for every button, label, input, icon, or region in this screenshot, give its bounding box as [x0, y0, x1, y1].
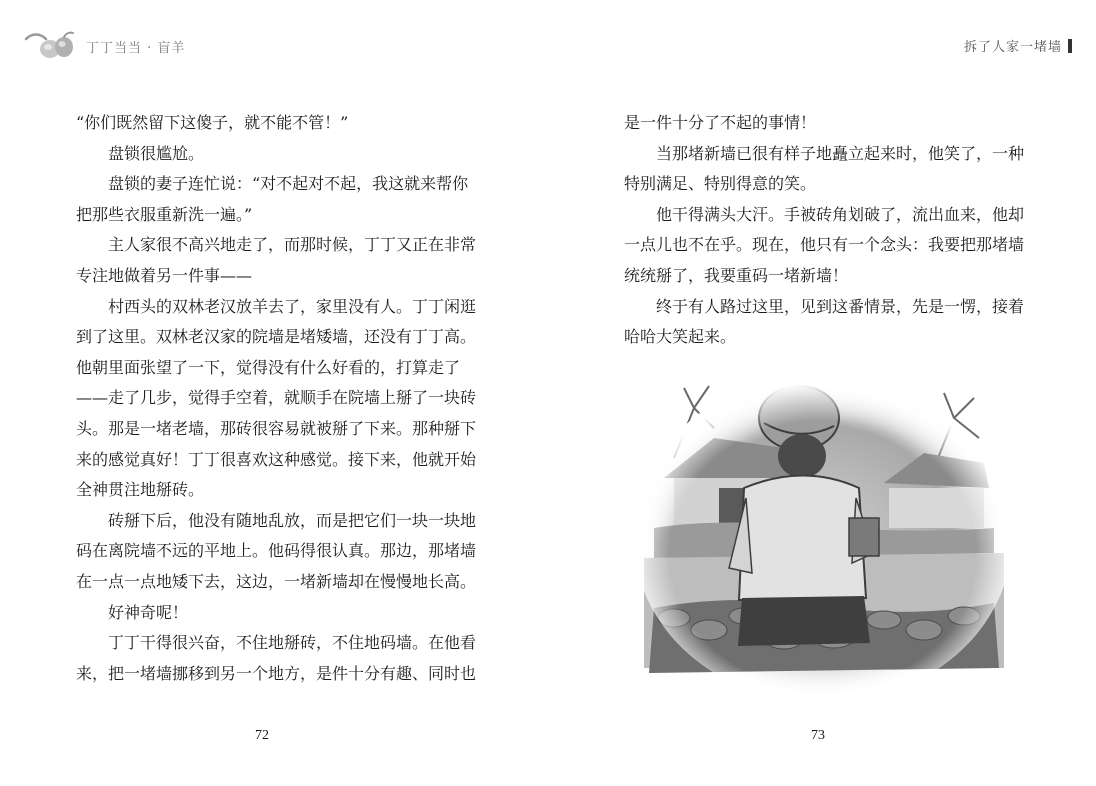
series-header: [24, 28, 185, 64]
paragraph: 丁丁干得很兴奋，不住地掰砖，不住地码墙。在他看来，把一堵墙挪移到另一个地方，是件十分有趣、同时也: [76, 633, 477, 683]
chapter-header: [964, 36, 1072, 55]
chapter-marker-bar: [1068, 39, 1072, 53]
page-number-right: 73: [811, 728, 825, 743]
paragraph: 盘锁很尴尬。: [108, 143, 205, 163]
paragraph: 好神奇呢！: [108, 602, 189, 622]
chapter-title: 拆了人家一堵墙: [963, 40, 1062, 55]
series-title: 丁丁当当 · 盲羊: [86, 40, 186, 56]
right-page: [548, 0, 1096, 786]
paragraph: 村西头的双林老汉放羊去了，家里没有人。丁丁闲逛到了这里。双林老汉家的院墙是堵矮墙，还没有丁丁高。他朝里面张望了一下，觉得没有什么好看的，打算走了——走了几步，觉得手空着，就顺手在院墙上掰了一块砖头。那是一堵老墙，那砖很容易就被掰了下来。那种掰下来的感觉真好！丁丁很喜欢这种感觉。接下来，他就开始全神贯注地掰砖。: [76, 296, 477, 500]
page-number-left: 72: [255, 728, 269, 743]
paragraph: 当那堵新墙已很有样子地矗立起来时，他笑了，一种特别满足、特别得意的笑。: [624, 143, 1025, 194]
paragraph: “你们既然留下这傻子，就不能不管！”: [76, 113, 349, 132]
paragraph: 盘锁的妻子连忙说：“对不起对不起，我这就来帮你把那些衣服重新洗一遍。”: [76, 174, 469, 224]
left-page-body-text: [76, 108, 476, 689]
gourd-logo-icon: [24, 29, 76, 63]
paragraph: 是一件十分了不起的事情！: [624, 113, 817, 132]
paragraph: 主人家很不高兴地走了，而那时候，丁丁又正在非常专注地做着另一件事——: [76, 235, 477, 285]
right-page-body-text: [624, 108, 1024, 353]
paragraph: 砖掰下后，他没有随地乱放，而是把它们一块一块地码在离院墙不远的平地上。他码得很认真。那边，那堵墙在一点一点地矮下去，这边，一堵新墙却在慢慢地长高。: [76, 510, 477, 591]
paragraph: 他干得满头大汗。手被砖角划破了，流出血来，他却一点儿也不在乎。现在，他只有一个念头：我要把那堵墙统统掰了，我要重码一堵新墙！: [624, 204, 1025, 285]
boy-building-wall-illustration: [634, 368, 1012, 698]
paragraph: 终于有人路过这里，见到这番情景，先是一愣，接着哈哈大笑起来。: [624, 296, 1025, 347]
